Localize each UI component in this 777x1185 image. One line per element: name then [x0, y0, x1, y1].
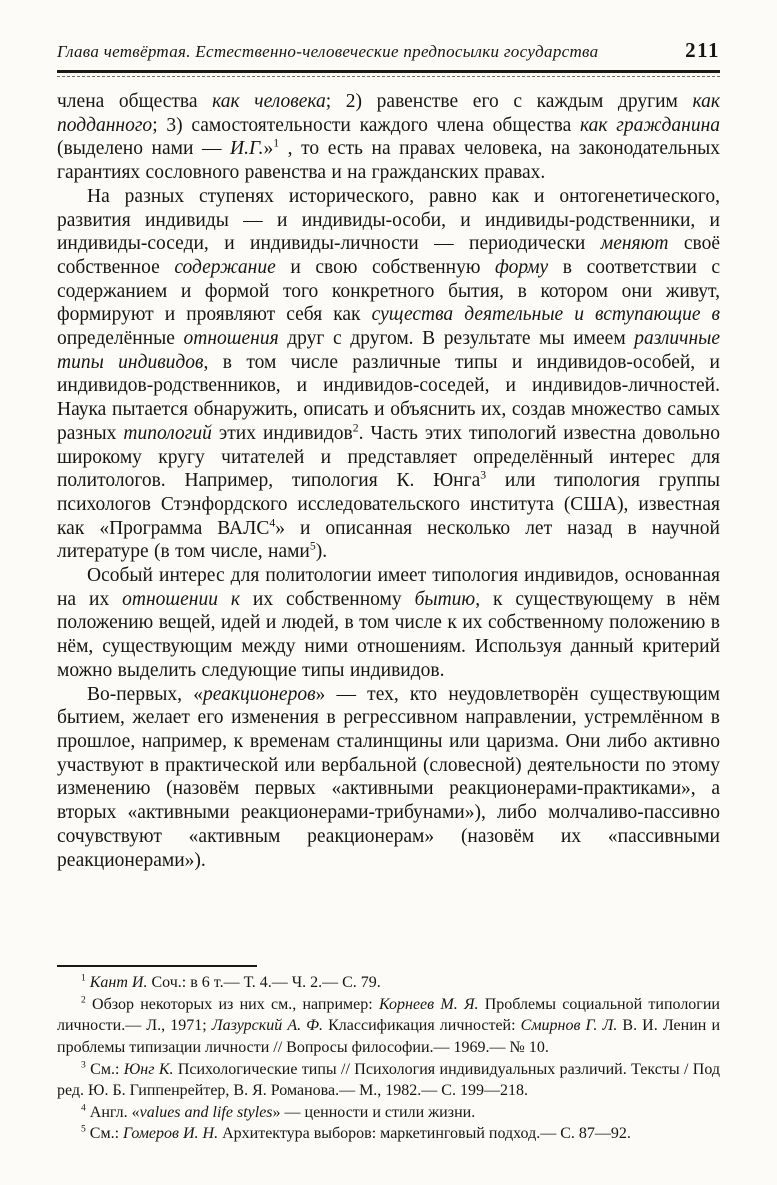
paragraph [57, 90, 720, 185]
footnote-ref: 1 [81, 972, 86, 984]
footnote [57, 1102, 720, 1124]
text-run: отношения [183, 328, 279, 350]
text-run: определённые [57, 328, 184, 350]
footnote-ref: 3 [81, 1059, 86, 1071]
footnote [57, 994, 720, 1059]
text-run: Кант И. [89, 974, 148, 992]
text-run: ; 2) равенстве его с каждым другим [325, 91, 693, 112]
text-run: и свою собственную [275, 256, 495, 278]
footnote-ref: 5 [309, 539, 316, 553]
text-run: Соч.: в 6 т.— Т. 4.— Ч. 2.— С. 79. [147, 974, 381, 992]
page-number: 211 [685, 38, 720, 62]
footnote-ref: 3 [480, 468, 487, 482]
footnote-block [57, 965, 720, 1145]
text-run: их собственному [240, 588, 415, 610]
text-run: values and life styles [139, 1103, 273, 1121]
text-run: (выделено нами — [57, 138, 231, 160]
text-run: как гражданина [580, 114, 720, 136]
paragraph [57, 185, 720, 564]
text-run: » — ценности и стили жизни. [272, 1103, 476, 1121]
footnote-separator [57, 965, 257, 967]
footnote-ref: 1 [273, 136, 280, 150]
text-run: своё собственное [57, 233, 720, 278]
text-run: Проблемы социальной типологии личности.— Л., 1971; [57, 995, 720, 1035]
text-run: , к существующему в нём положению вещей, идей и людей, в том числе к их собственному положению в нём, существующим между ними отношениям. Используя данный критерий можно выделить следующие типы индивидов. [57, 588, 720, 681]
text-run: отношении к [122, 588, 240, 610]
text-run: См.: [85, 1060, 124, 1078]
text-run: реакционеров [202, 683, 316, 705]
text-run: как человека [212, 91, 326, 112]
text-run: содержание [174, 256, 276, 278]
text-run: , то есть на правах человека, на законодательных гарантиях сословного равенства и на гражданских правах. [57, 138, 720, 184]
header-rule-thin [57, 76, 720, 77]
paragraph [57, 683, 720, 873]
text-run: различные типы индивидов [57, 328, 720, 373]
text-run: Корнеев М. Я. [379, 995, 479, 1013]
footnote-ref: 2 [352, 421, 359, 435]
text-run: Лазурский А. Ф. [211, 1017, 324, 1035]
text-run: в соответствии с содержанием и формой того конкретного бытия, в котором они живут, формируют и проявляют себя как [57, 256, 720, 326]
text-run: бытию [414, 588, 476, 610]
text-run: существа деятельные и вступающие в [371, 304, 720, 326]
text-run: Классификация личностей: [323, 1017, 521, 1035]
running-title: Глава четвёртая. Естественно-человеческие предпосылки государства [57, 42, 599, 61]
footnote [57, 972, 720, 994]
footnote [57, 1123, 720, 1145]
text-run: типологий [123, 422, 212, 444]
footnote-ref: 2 [81, 994, 86, 1006]
text-run: » [263, 138, 274, 160]
text-run: Смирнов Г. Л. [520, 1017, 618, 1035]
text-run: меняют [600, 233, 669, 255]
text-run: » — тех, кто неудовлетворён существующим бытием, желает его изменения в регрессивном направлении, устремлённом в прошлое, например, к временам сталинщины или царизма. Они либо активно участвуют в практической или вербальной (словесной) деятельности по этому изменению (назовём первых «активными реакционерами-практиками», а вторых «активными реакционерами-трибунами»), либо молчаливо-пассивно сочувствуют «активным реакционерам» (назовём их «пассивными реакционерами»). [57, 683, 720, 871]
text-run: И.Г. [230, 138, 264, 160]
text-run: Юнг К. [123, 1060, 174, 1078]
text-run: как подданного [57, 91, 720, 136]
text-run: . Часть этих типологий известна довольно широкому кругу читателей и представляет определённый интерес для политологов. Например, типология К. Юнга [57, 422, 720, 492]
body-paragraphs [57, 90, 720, 872]
text-run: Психологические типы // Психология индивидуальных различий. Тексты / Под ред. Ю. Б. Гиппенрейтер, В. Я. Романова.— М., 1982.— С. 199—218. [57, 1060, 720, 1100]
footnote-ref: 4 [81, 1102, 86, 1114]
text-run: См.: [85, 1125, 124, 1143]
text-run: Особый интерес для политологии имеет типология индивидов, основанная на их [57, 565, 720, 610]
text-run: Гомеров И. Н. [123, 1125, 219, 1143]
text-run: На разных ступенях исторического, равно как и онтогенетического, развития индивиды — и индивиды-особи, и индивиды-родственники, и индивиды-соседи, и индивиды-личности — периодически [57, 185, 720, 255]
text-run: друг с другом. В результате мы имеем [278, 328, 635, 350]
text-run: Архитектура выборов: маркетинговый подход.— С. 87—92. [218, 1125, 631, 1143]
text-run: Англ. « [85, 1103, 140, 1121]
header-rule-thick [57, 70, 720, 73]
running-head [57, 38, 720, 63]
text-run: форму [495, 256, 549, 278]
footnote [57, 1059, 720, 1102]
text-run: Во-первых, « [87, 683, 203, 705]
paragraph [57, 564, 720, 683]
text-run: ). [315, 541, 328, 563]
text-run: или типология группы психологов Стэнфордского исследовательского института (США), известная как «Программа ВАЛС [57, 470, 720, 539]
footnote-ref: 5 [81, 1124, 86, 1136]
text-run: , в том числе различные типы и индивидов-особей, и индивидов-родственников, и индивидов-соседей, и индивидов-личностей. Наука пытается обнаружить, описать и объяснить их, создав множество самых разных [57, 351, 720, 444]
text-run: Обзор некоторых из них см., например: [85, 995, 379, 1013]
text-run: » и описанная несколько лет назад в научной литературе (в том числе, нами [57, 517, 720, 563]
footnotes [57, 972, 720, 1145]
text-run: В. И. Ленин и проблемы типизации личности // Вопросы философии.— 1969.— № 10. [57, 1017, 721, 1057]
footnote-ref: 4 [269, 516, 276, 530]
text-run: члена общества [57, 91, 213, 112]
text-run: этих индивидов [211, 422, 353, 444]
text-run: ; 3) самостоятельности каждого члена общества [152, 114, 581, 136]
